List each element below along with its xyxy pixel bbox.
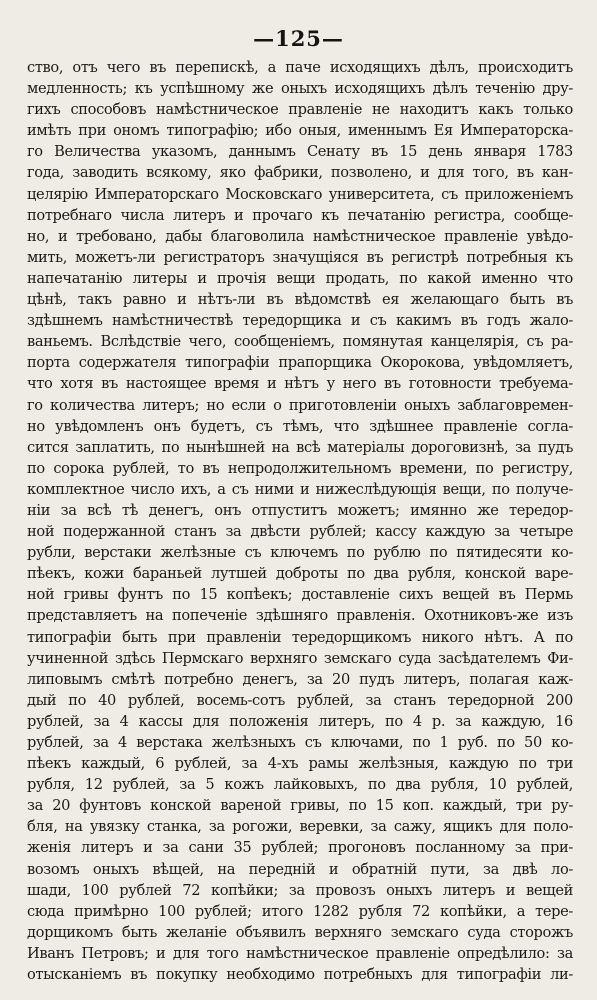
text-line: но, и требовано, дабы благоволила намѣстническое правленіе увѣдо- <box>27 227 573 245</box>
text-line: гихъ способовъ намѣстническое правленіе не находитъ какъ только <box>27 101 573 119</box>
text-line: возомъ оныхъ вѣщей, на передній и обратній пути, за двѣ ло- <box>27 860 573 878</box>
text-line: представляетъ на попеченіе здѣшняго правленія. Охотниковъ-же изъ <box>27 607 573 625</box>
text-line: здѣшнемъ намѣстничествѣ тередорщика и съ какимъ въ годъ жало- <box>27 312 573 330</box>
text-line: порта содержателя типографіи прапорщика Окорокова, увѣдомляетъ, <box>27 354 573 372</box>
page-number: —125— <box>253 26 344 51</box>
text-line: цѣнѣ, такъ равно и нѣтъ-ли въ вѣдомствѣ ея желающаго быть въ <box>27 291 573 309</box>
text-line: рубля, 12 рублей, за 5 кожъ лайковыхъ, по два рубля, 10 рублей, <box>27 776 573 794</box>
text-line: ваньемъ. Вслѣдствіе чего, сообщеніемъ, помянутая канцелярія, съ ра- <box>27 333 573 351</box>
text-line: сюда примѣрно 100 рублей; итого 1282 рубля 72 копѣйки, а тере- <box>27 902 573 920</box>
text-line: целярію Императорскаго Московскаго университета, съ приложеніемъ <box>27 185 573 203</box>
text-line: имѣть при ономъ типографію; ибо оныя, именнымъ Ея Императорска- <box>27 122 573 140</box>
text-line: отысканіемъ въ покупку необходимо потребныхъ для типографіи ли- <box>27 966 573 984</box>
text-line: за 20 фунтовъ конской вареной гривы, по 15 коп. каждый, три ру- <box>27 797 573 815</box>
text-line: напечатанію литеры и прочія вещи продать, по какой именно что <box>27 269 573 287</box>
text-line: женія литеръ и за сани 35 рублей; прогоновъ посланному за при- <box>27 839 573 857</box>
text-line: ніи за всѣ тѣ денегъ, онъ отпуститъ можетъ; имянно же тередор- <box>27 501 573 519</box>
text-line: медленность; къ успѣшному же оныхъ исходящихъ дѣлъ теченію дру- <box>27 80 573 98</box>
text-line: типографіи быть при правленіи тередорщикомъ никого нѣтъ. А по <box>27 628 573 646</box>
text-line: что хотя въ настоящее время и нѣтъ у него въ готовности требуема- <box>27 375 573 393</box>
text-line: но увѣдомленъ онъ будетъ, съ тѣмъ, что здѣшнее правленіе согла- <box>27 417 573 435</box>
text-line: го Величества указомъ, даннымъ Сенату въ 15 день января 1783 <box>27 143 573 161</box>
text-line: пѣекъ каждый, 6 рублей, за 4-хъ рамы желѣзныя, каждую по три <box>27 755 573 773</box>
text-line: рублей, за 4 верстака желѣзныхъ съ ключами, по 1 руб. по 50 ко- <box>27 734 573 751</box>
text-line: шади, 100 рублей 72 копѣйки; за провозъ оныхъ литеръ и вещей <box>27 881 573 899</box>
text-line: ной подержанной станъ за двѣсти рублей; кассу каждую за четыре <box>27 523 573 541</box>
text-line: рублей, за 4 кассы для положенія литеръ, по 4 р. за каждую, 16 <box>27 712 573 730</box>
text-line: дорщикомъ быть желаніе объявилъ верхняго земскаго суда сторожъ <box>27 923 573 941</box>
text-line: комплектное число ихъ, а съ ними и нижеслѣдующія вещи, по получе- <box>27 480 573 498</box>
text-line: го количества литеръ; но если о приготовленіи оныхъ заблаговремен- <box>27 396 573 414</box>
text-line: пѣекъ, кожи бараньей лутшей доброты по два рубля, конской варе- <box>27 565 573 583</box>
text-line: потребнаго числа литеръ и прочаго къ печатанію регистра, сообще- <box>27 206 573 224</box>
text-line: дый по 40 рублей, восемь-сотъ рублей, за станъ тередорной 200 <box>27 691 573 709</box>
body-text <box>27 57 573 985</box>
text-line: мить, можетъ-ли регистраторъ значущіяся въ регистрѣ потребныя къ <box>27 248 573 266</box>
text-line: рубли, верстаки желѣзные съ ключемъ по рублю по пятидесяти ко- <box>27 544 573 562</box>
text-line: по сорока рублей, то въ непродолжительномъ времени, по регистру, <box>27 459 573 477</box>
text-line: ной гривы фунтъ по 15 копѣекъ; доставленіе сихъ вещей въ Пермь <box>27 586 573 604</box>
text-line: бля, на увязку станка, за рогожи, веревки, за сажу, ящикъ для поло- <box>27 818 573 836</box>
text-line: учиненной здѣсь Пермскаго верхняго земскаго суда засѣдателемъ Фи- <box>27 649 573 667</box>
text-line: года, заводить всякому, яко фабрики, позволено, и для того, въ кан- <box>27 164 573 182</box>
text-line: Иванъ Петровъ; и для того намѣстническое правленіе опредѣлило: за <box>27 944 573 962</box>
text-line: липовымъ смѣтѣ потребно денегъ, за 20 пудъ литеръ, полагая каж- <box>27 670 573 688</box>
text-line: ство, отъ чего въ перепискѣ, а паче исходящихъ дѣлъ, происходитъ <box>27 59 573 76</box>
text-line: сится заплатить, по нынѣшней на всѣ матеріалы дороговизнѣ, за пудъ <box>27 438 573 456</box>
